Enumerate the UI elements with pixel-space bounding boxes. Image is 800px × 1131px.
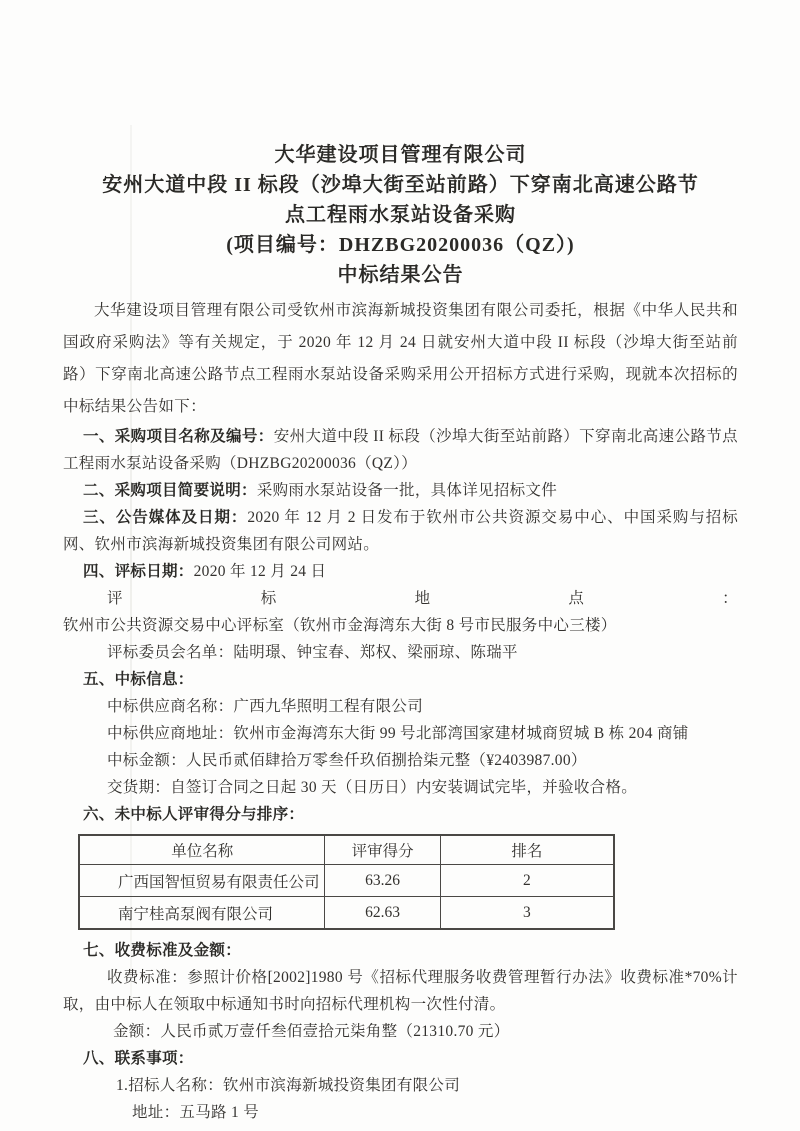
evaluation-venue-line	[63, 585, 738, 639]
column-header-rank: 排名	[440, 835, 614, 865]
title-line-project-1: 安州大道中段 II 标段（沙埠大街至站前路）下穿南北高速公路节	[102, 174, 699, 196]
section-5-label: 五、中标信息：	[83, 671, 194, 688]
section-4-evaluation-date	[63, 558, 738, 585]
delivery-period-text: 自签订合同之日起 30 天（日历日）内安装调试完毕，并验收合格。	[170, 779, 638, 796]
fee-amount-label: 金额：	[113, 1023, 161, 1040]
bidder-name: 南宁桂高泵阀有限公司	[79, 897, 325, 930]
section-4-label: 四、评标日期：	[83, 563, 194, 580]
evaluation-committee-text: 陆明璟、钟宝春、郑权、梁丽琼、陈瑞平	[233, 644, 518, 661]
bidder-score: 63.26	[325, 865, 440, 897]
fee-standard-line	[63, 964, 738, 1018]
tenderer-name-text: 钦州市滨海新城投资集团有限公司	[223, 1077, 461, 1094]
section-3-announcement-media	[63, 504, 738, 558]
winning-supplier-text: 广西九华照明工程有限公司	[233, 698, 424, 715]
winning-amount-label: 中标金额：	[107, 752, 187, 769]
section-8-contact	[63, 1045, 738, 1072]
section-7-label: 七、收费标准及金额：	[83, 942, 242, 959]
winning-supplier-address-label: 中标供应商地址：	[107, 725, 234, 742]
section-2-text: 采购雨水泵站设备一批，具体详见招标文件	[256, 482, 558, 499]
title-line-announcement-type: 中标结果公告	[337, 264, 464, 286]
winning-supplier-address-text: 钦州市金海湾东大街 99 号北部湾国家建材城商贸城 B 栋 204 商铺	[233, 725, 689, 742]
section-1-label: 一、采购项目名称及编号：	[83, 428, 274, 445]
section-2-brief-description	[63, 477, 738, 504]
tenderer-address-text: 五马路 1 号	[179, 1104, 260, 1121]
tenderer-address-line	[63, 1099, 738, 1126]
section-1-project-name	[63, 423, 738, 477]
tenderer-address-label: 地址：	[132, 1104, 180, 1121]
bidder-name: 广西国智恒贸易有限责任公司	[79, 865, 325, 897]
section-2-label: 二、采购项目简要说明：	[83, 482, 257, 499]
section-4-text: 2020 年 12 月 24 日	[193, 563, 327, 580]
document-content	[63, 140, 738, 1126]
bidder-rank: 2	[440, 865, 614, 897]
section-3-label: 三、公告媒体及日期：	[83, 509, 248, 526]
column-header-score: 评审得分	[325, 835, 440, 865]
evaluation-venue-text: 钦州市公共资源交易中心评标室（钦州市金海湾东大街 8 号市民服务中心三楼）	[63, 617, 617, 634]
winning-supplier-address-line	[63, 720, 738, 747]
tenderer-name-label: 1.招标人名称：	[116, 1077, 224, 1094]
evaluation-venue-label: 评标地点：	[107, 590, 738, 607]
winning-amount-text: 人民币贰佰肆拾万零叁仟玖佰捌拾柒元整（¥2403987.00）	[186, 752, 587, 769]
fee-standard-text: 参照计价格[2002]1980 号《招标代理服务收费管理暂行办法》收费标准*70%计取，由中标人在领取中标通知书时向招标代理机构一次性付清。	[63, 969, 738, 1013]
score-table-header-row	[79, 835, 614, 865]
column-header-company: 单位名称	[79, 835, 325, 865]
winning-supplier-label: 中标供应商名称：	[107, 698, 234, 715]
document-title	[63, 140, 738, 290]
title-line-project-number: (项目编号：DHZBG20200036（QZ）)	[226, 234, 575, 256]
fee-amount-text: 人民币贰万壹仟叁佰壹拾元柒角整（21310.70 元）	[160, 1023, 510, 1040]
section-1-text: 安州大道中段 II 标段（沙埠大街至站前路）下穿南北高速公路节点工程雨水泵站设备采购（DHZBG20200036（QZ））	[63, 428, 738, 472]
bidder-rank: 3	[440, 897, 614, 930]
winning-supplier-line	[63, 693, 738, 720]
evaluation-committee-line	[63, 639, 738, 666]
title-line-company: 大华建设项目管理有限公司	[274, 144, 527, 166]
score-table	[78, 834, 615, 930]
table-row	[79, 865, 614, 897]
section-7-fees	[63, 937, 738, 964]
fee-amount-line	[63, 1018, 738, 1045]
section-6-label: 六、未中标人评审得分与排序：	[83, 806, 305, 823]
section-8-label: 八、联系事项：	[83, 1050, 194, 1067]
winning-amount-line	[63, 747, 738, 774]
section-6-losing-bidders	[63, 801, 738, 828]
table-row	[79, 897, 614, 930]
title-line-project-2: 点工程雨水泵站设备采购	[285, 204, 516, 226]
tenderer-name-line	[63, 1072, 738, 1099]
delivery-period-line	[63, 774, 738, 801]
fee-standard-label: 收费标准：	[107, 969, 188, 986]
intro-paragraph: 大华建设项目管理有限公司受钦州市滨海新城投资集团有限公司委托，根据《中华人民共和国政府采购法》等有关规定，于 2020 年 12 月 24 日就安州大道中段 II 标段（沙埠大街至站前路）下穿南北高速公路节点工程雨水泵站设备采购采用公开招标方式进行采购，现就本次招标的中标结果公告如下：	[63, 302, 738, 415]
bidder-score: 62.63	[325, 897, 440, 930]
section-3-text: 2020 年 12 月 2 日发布于钦州市公共资源交易中心、中国采购与招标网、钦州市滨海新城投资集团有限公司网站。	[63, 509, 738, 553]
evaluation-committee-label: 评标委员会名单：	[107, 644, 234, 661]
section-5-award-info	[63, 666, 738, 693]
delivery-period-label: 交货期：	[107, 779, 171, 796]
